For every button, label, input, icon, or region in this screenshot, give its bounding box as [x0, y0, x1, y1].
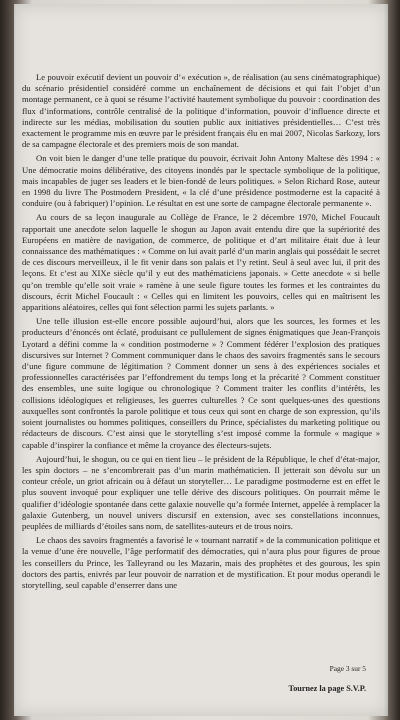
paragraph: Le pouvoir exécutif devient un pouvoir d’« exécution », de réalisation (au sens cinématographique) du scénario présidentiel considéré comme un enchaînement de décisions et qui fait l’objet d’un montage permanent, ce à quoi se résume l’activité hautement symbolique du pouvoir : coordination des flux d’informations, contrôle centralisé de la politique d’information, pouvoir d’influence directe et indirecte sur les médias, mobilisation du soutien public aux initiatives présidentielles… C’est très exactement le programme mis en œuvre par le président français élu en mai 2007, Nicolas Sarkozy, lors de sa campagne électorale et des premiers mois de son mandat.: [22, 72, 380, 150]
document-body: [22, 72, 380, 594]
paragraph: On voit bien le danger d’une telle pratique du pouvoir, écrivait John Antony Maltese dès 1994 : « Une démocratie moins délibérative, des citoyens inondés par le spectacle symbolique de la politique, mais incapables de juger ses leaders et le bien-fondé de leurs politiques. » Selon Richard Rose, auteur en 1998 du livre The Postmodern President, « la clé d’une présidence postmoderne est la capacité à conduire (ou à fabriquer) l’opinion. Le résultat en est une sorte de campagne électorale permanente ».: [22, 153, 380, 209]
paragraph: Le chaos des savoirs fragmentés a favorisé le « tournant narratif » de la communication politique et la venue d’une ère nouvelle, l’âge performatif des démocraties, qui n’aura plus pour figures de proue les conseillers du Prince, les Talleyrand ou les Mazarin, mais des prophètes et des gourous, les spin doctors des partis, enivrés par leur pouvoir de narration et de mystification. Et pour modus operandi le storytelling, seul capable d’enserrer dans une: [22, 535, 380, 590]
paragraph: Une telle illusion est-elle encore possible aujourd’hui, alors que les sources, les formes et les producteurs d’énoncés ont éclaté, produisant ce pullulement de signes énigmatiques que Jean-François Lyotard a défini comme la « condition postmoderne » ? Comment fédérer l’explosion des pratiques discursives sur Internet ? Comment communiquer dans le chaos des savoirs fragmentés sans le secours d’une figure commune de légitimation ? Comment donner un sens à des expériences sociales et professionnelles caractérisées par l’effondrement du temps long et la précarité ? Comment constituer des ensembles, une suite logique ou chronologique ? Comment traiter les conflits d’intérêts, les collisions idéologiques et religieuses, les guerres culturelles ? Ce sont quelques-unes des questions auxquelles sont confrontés la parole politique et tous ceux qui sont en charge de son expression, qu’ils soient journalistes ou hommes politiques, conseillers du Prince, spécialistes du marketing politique ou rédacteurs de discours. C’est ainsi que le storytelling s’est imposé comme la formule « magique » capable d’inspirer la confiance et même la croyance des électeurs-sujets.: [22, 316, 380, 450]
paragraph: Au cours de sa leçon inaugurale au Collège de France, le 2 décembre 1970, Michel Foucault rapportait une anecdote selon laquelle le shogun au Japon avait entendu dire que la supériorité des Européens en matière de navigation, de commerce, de politique et d’art militaire était due à leur connaissance des mathématiques : « Comme on lui avait parlé d’un marin anglais qui possédait le secret de ces discours merveilleux, il le fit venir dans son palais et l’y retint. Seul à seul avec lui, il prit des leçons. Et c’est au XIXe siècle qu’il y eut des mathématiciens japonais. » Cette anecdote « si belle qu’on tremble qu’elle soit vraie » ramène à une seule figure toutes les formes et les contraintes du discours, écrit Michel Foucault : « Celles qui en limitent les pouvoirs, celles qui en maîtrisent les apparitions aléatoires, celles qui font sélection parmi les sujets parlants. »: [22, 212, 380, 313]
turn-page-note: Tournez la page S.V.P.: [288, 684, 366, 693]
page-number: Page 3 sur 5: [329, 664, 366, 673]
paragraph: Aujourd’hui, le shogun, ou ce qui en tient lieu – le président de la République, le chef d’état-major, les spin doctors – ne s’encombrerait pas d’un marin mathématicien. Il jetterait son dévolu sur un conteur créole, un griot africain ou à défaut un storyteller… Le paradigme postmoderne est en effet le plus souvent invoqué pour expliquer une telle dérive des discours politiques. On pourrait même le qualifier d’idéologie spontanée dans cette galaxie nouvelle qu’a formée Internet, appelée à remplacer la galaxie Gutenberg, un nouvel univers discursif en extension, avec ses constellations inconnues, peuplées de milliards d’étoiles sans nom, de satellites-auteurs et de trous noirs.: [22, 453, 380, 531]
paper-sheet: [14, 4, 388, 716]
